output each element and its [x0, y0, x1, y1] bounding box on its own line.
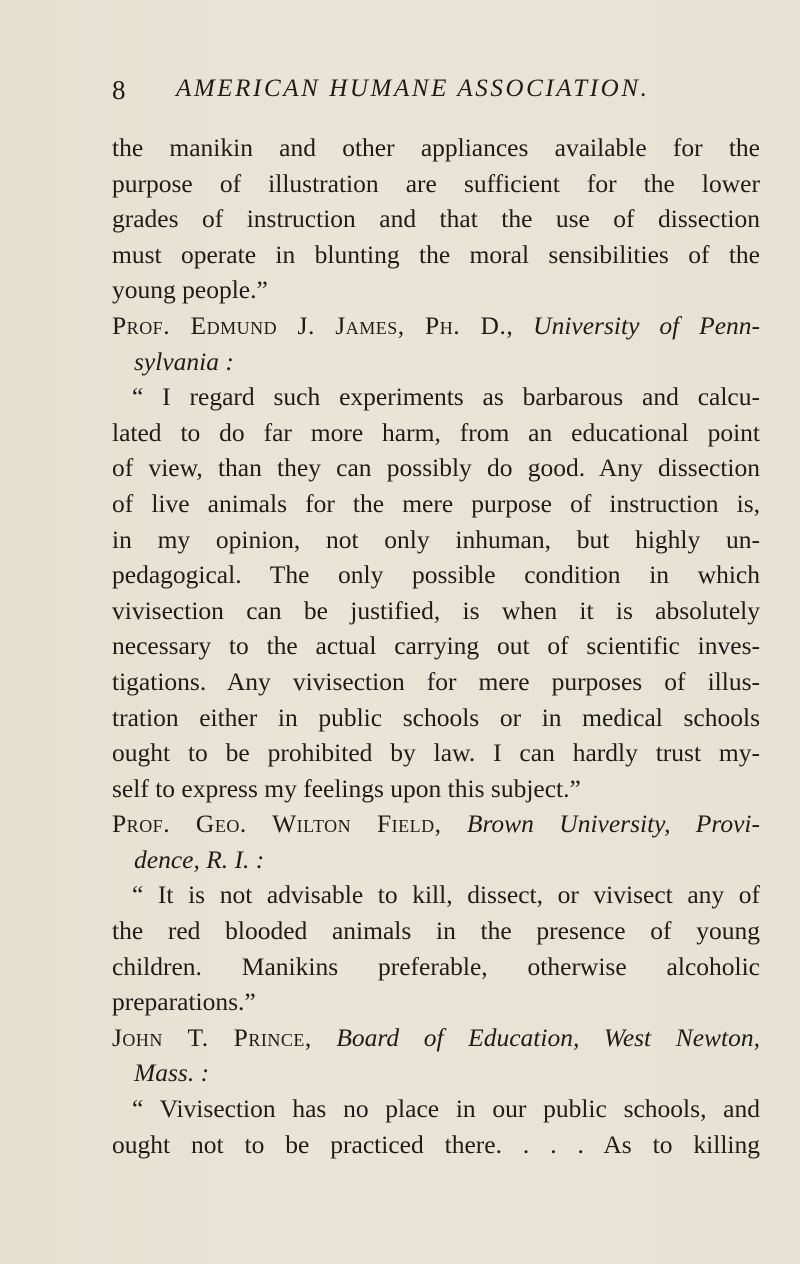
attribution-institution: University of Penn-: [533, 310, 761, 340]
text-line: of view, than they can possibly do good. Any dissection: [112, 453, 760, 483]
text-line: pedagogical. The only possible condition in which: [112, 560, 760, 590]
attribution-institution: dence, R. I. :: [134, 844, 265, 874]
text-line: tigations. Any vivisection for mere purposes of illus-: [112, 666, 760, 696]
text-line: must operate in blunting the moral sensibilities of the: [112, 239, 760, 269]
attribution-line: [112, 1055, 760, 1091]
attribution-line: [112, 344, 760, 380]
attribution-line: [112, 308, 760, 344]
text-line: “ It is not advisable to kill, dissect, or vivisect any of: [132, 880, 760, 910]
text-line: grades of instruction and that the use of dissection: [112, 204, 760, 234]
attribution-line: [112, 1020, 760, 1056]
text-line: the manikin and other appliances available for the: [112, 133, 760, 162]
text-line: lated to do far more harm, from an educational point: [112, 417, 760, 447]
text-line: preparations.”: [112, 987, 256, 1017]
text-line: ought not to be practiced there. . . . As to killing: [112, 1129, 760, 1159]
attribution-institution: sylvania :: [134, 346, 234, 376]
text-line: necessary to the actual carrying out of scientific inves-: [112, 631, 760, 661]
running-head: AMERICAN HUMANE ASSOCIATION.: [176, 75, 650, 102]
attribution-institution: Brown University, Provi-: [466, 809, 761, 839]
attribution-institution: Board of Education, West Newton,: [336, 1022, 761, 1052]
body-text: [112, 130, 760, 1162]
page-header: [112, 75, 712, 111]
text-line: tration either in public schools or in medical schools: [112, 702, 760, 732]
text-line: young people.”: [112, 275, 268, 305]
attribution-line: [112, 806, 760, 842]
attribution-name: John T. Prince,: [112, 1022, 312, 1052]
text-line: in my opinion, not only inhuman, but highly un-: [112, 524, 760, 554]
text-line: “ Vivisection has no place in our public schools, and: [132, 1094, 760, 1124]
text-line: of live animals for the mere purpose of instruction is,: [112, 488, 760, 518]
text-line: the red blooded animals in the presence of young: [112, 916, 760, 946]
text-line: “ I regard such experiments as barbarous and calcu-: [132, 382, 760, 412]
attribution-name: Prof. Edmund J. James, Ph. D.,: [112, 310, 514, 340]
attribution-institution: Mass. :: [134, 1058, 210, 1088]
page-number: 8: [112, 75, 126, 105]
text-line: purpose of illustration are sufficient for the lower: [112, 168, 760, 198]
attribution-name: Prof. Geo. Wilton Field,: [112, 809, 442, 839]
text-line: vivisection can be justified, is when it is absolutely: [112, 595, 760, 625]
text-line: self to express my feelings upon this subject.”: [112, 773, 581, 803]
text-line: children. Manikins preferable, otherwise alcoholic: [112, 951, 760, 981]
attribution-line: [112, 842, 760, 878]
text-line: ought to be prohibited by law. I can hardly trust my-: [112, 738, 760, 768]
